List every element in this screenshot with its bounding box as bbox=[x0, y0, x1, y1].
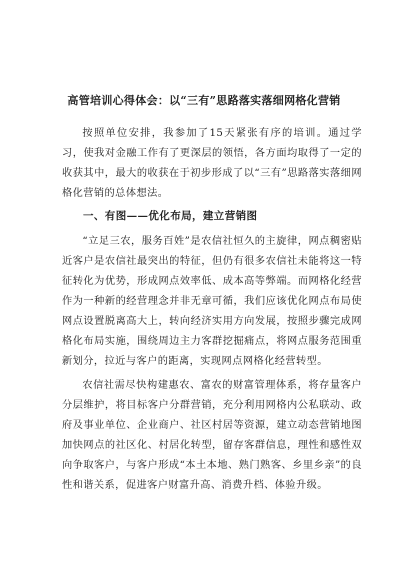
intro-paragraph: 按照单位安排，我参加了15天紧张有序的培训。通过学习，使我对金融工作有了更深层的领悟，各方面均取得了一定的收获其中，最大的收获在于初步形成了以“三有”思路落实落细网格化营销的总体想法。 bbox=[62, 128, 362, 199]
document-title: 高管培训心得体会：以“三有”思路落实落细网格化营销 bbox=[67, 94, 341, 107]
section-1-body-2 bbox=[62, 376, 362, 496]
document-body bbox=[62, 124, 362, 204]
section-1-paragraph-1: “立足三农，服务百姓”是农信社恒久的主旋律，网点稠密贴近客户是农信社最突出的特征，但仍有很多农信社未能将这一特征转化为优势，形成网点效率低、成本高等弊端。而网格化经营作为一种新的经营理念并非无章可循，我们应该优化网点布局使网点设置脱离高大上，转向经济实用方向发展，按照步骤完成网格化布局实施，围绕周边主力客群挖掘痛点，将网点服务范围重新划分，拉近与客户的距离，实现网点网格化经营转型。 bbox=[62, 236, 362, 367]
section-1-paragraph-2: 农信社需尽快构建惠农、富农的财富管理体系，将存量客户分层维护，将目标客户分群营销，充分利用网格内公私联动、政府及事业单位、企业商户、社区村居等资源，建立动态营销地图加快网点的社区化、村居化转型，留存客群信息，理性和感性双向争取客户，与客户形成“本土本地、熟门熟客、乡里乡亲”的良性和谐关系，促进客户财富升高、消费升档、体验升级。 bbox=[62, 380, 362, 491]
section-1-body bbox=[62, 232, 362, 372]
section-1 bbox=[62, 206, 362, 226]
section-1-heading: 一、有图——优化布局，建立营销图 bbox=[83, 210, 258, 222]
